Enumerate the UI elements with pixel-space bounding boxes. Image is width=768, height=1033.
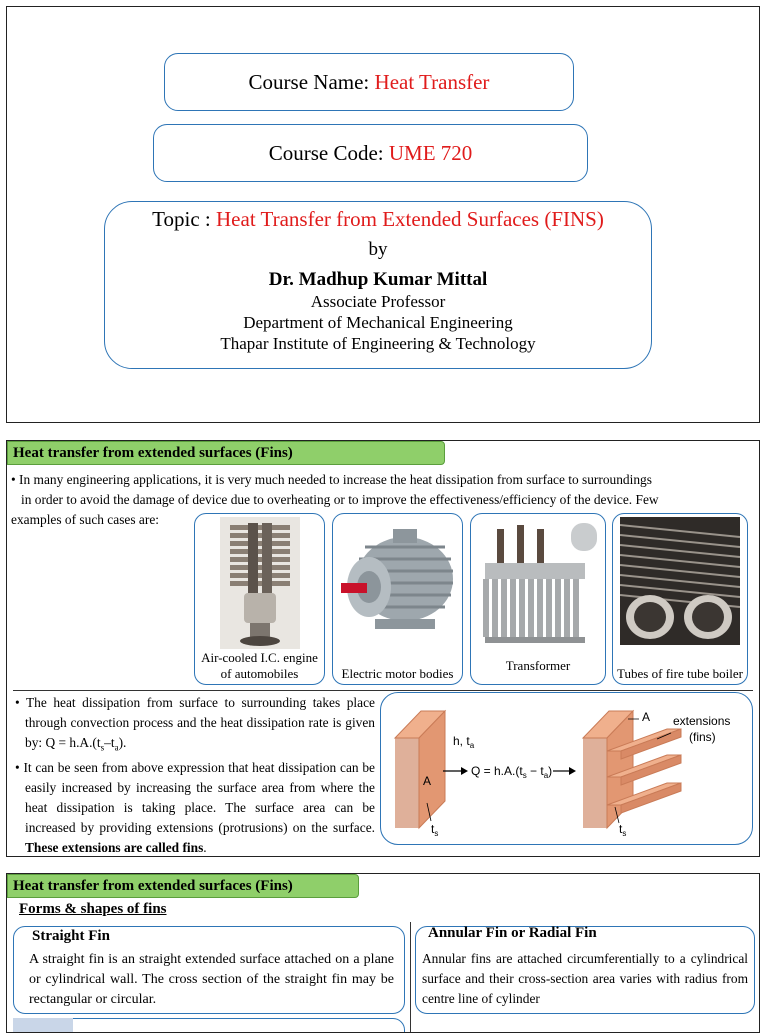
author-institute: Thapar Institute of Engineering & Technology [220, 334, 536, 353]
course-code-value: UME 720 [388, 141, 473, 165]
next-content-image [13, 1018, 73, 1033]
equation-label: $Q = h.A.(t_s - t_a)$ [471, 764, 553, 780]
slide-header: Heat transfer from extended surfaces (Fins) [7, 441, 445, 465]
straight-fin-title: Straight Fin [32, 928, 110, 944]
bullet-fins-definition: • It can be seen from above expression that heat dissipation can be easily increased by increasing the surface area from where the heat dissipation is taking place. The surface area can be increased by providing extensions (protrusions) on the surface. These extensions are called fins. [15, 759, 375, 855]
column-divider [410, 922, 411, 1033]
divider [13, 690, 753, 691]
straight-fin-text: A straight fin is an straight extended surface attached on a plane or cylindrical wall. The cross section of the straight fin may be rectangular or circular. [29, 952, 394, 1007]
example-caption-engine: Air-cooled I.C. engine of automobiles [201, 650, 318, 681]
transformer-image [475, 517, 601, 649]
example-card-tubes [612, 513, 748, 685]
slide-header: Heat transfer from extended surfaces (Fins) [7, 874, 359, 898]
course-name-box [164, 53, 574, 111]
topic-line [105, 207, 651, 232]
annular-fin-text: Annular fins are attached circumferentially to a cylindrical surface and their cross-section area varies with radius from centre line of cylinder [422, 951, 748, 1006]
label-h-ta: h, $t_a$ [453, 734, 475, 750]
example-caption-transformer: Transformer [505, 658, 571, 673]
label-ts-left: $t_s$ [431, 822, 439, 838]
fins-intro-slide [6, 440, 760, 857]
topic-box [104, 201, 652, 369]
subheading: Forms & shapes of fins [19, 901, 167, 917]
explanation-text [15, 693, 375, 857]
author-position: Associate Professor [310, 292, 446, 311]
finned-tubes-image [620, 517, 740, 645]
by-text: by [368, 239, 388, 260]
topic-value: Heat Transfer from Extended Surfaces (FINS) [216, 207, 604, 231]
intro-line-3: examples of such cases are: [11, 512, 159, 527]
title-slide [6, 6, 760, 423]
label-ts-right: $t_s$ [619, 822, 627, 838]
course-code-label: Course Code: [268, 141, 389, 165]
fin-diagram [380, 692, 753, 845]
author-department: Department of Mechanical Engineering [243, 313, 513, 332]
annular-fin-box [415, 926, 755, 1014]
topic-label: Topic : [152, 207, 217, 231]
example-card-motor [332, 513, 463, 685]
straight-fin-box [13, 926, 405, 1014]
example-caption-motor: Electric motor bodies [341, 666, 454, 681]
example-caption-tubes: Tubes of fire tube boiler [617, 666, 743, 681]
label-A-right: A [642, 710, 651, 724]
intro-line-1: • In many engineering applications, it is very much needed to increase the heat dissipation from surface to surroundings [11, 472, 652, 487]
label-extensions: extensions [673, 714, 731, 728]
course-name-label: Course Name: [248, 70, 375, 94]
example-card-engine [194, 513, 325, 685]
label-fins: (fins) [689, 730, 716, 744]
engine-image [220, 517, 300, 649]
motor-image [335, 517, 461, 649]
course-name-value: Heat Transfer [374, 70, 490, 94]
fin-shapes-slide [6, 873, 760, 1033]
course-code-box [153, 124, 588, 182]
author-name: Dr. Madhup Kumar Mittal [268, 269, 488, 290]
bullet-convection: • The heat dissipation from surface to surrounding takes place through convection process and the heat dissipation rate is given by: $Q = h.A.(t_s-t_a)$. [15, 695, 375, 753]
example-card-transformer [470, 513, 606, 685]
annular-fin-title: Annular Fin or Radial Fin [428, 925, 597, 941]
label-A-left: A [423, 774, 432, 788]
intro-line-2: in order to avoid the damage of device due to overheating or to improve the effectiveness/efficiency of the device. Few [21, 492, 659, 507]
